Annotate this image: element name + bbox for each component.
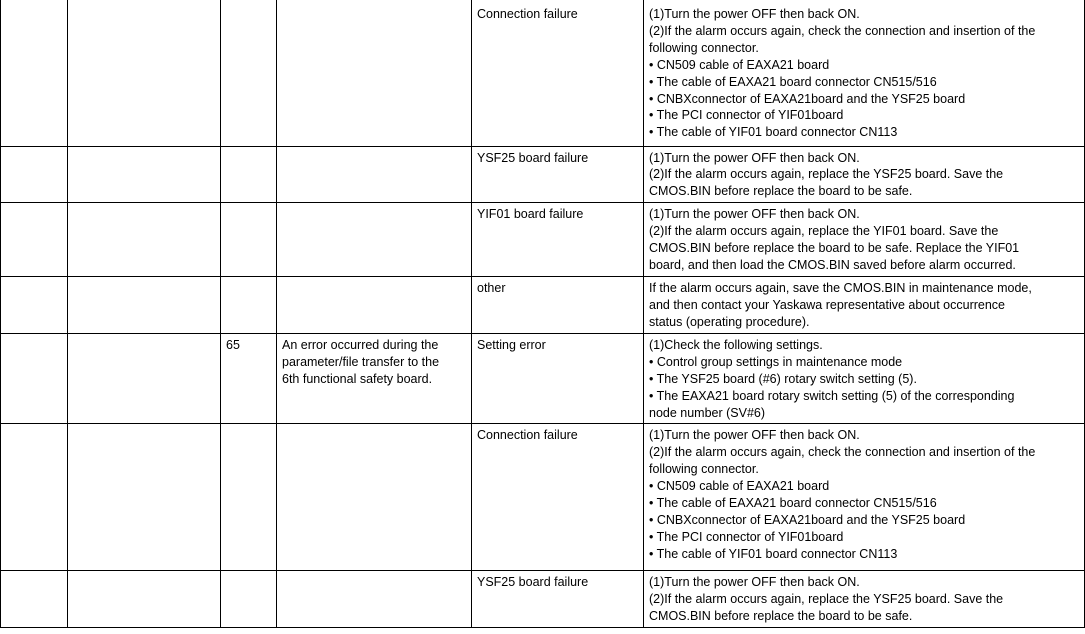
remedy-line: (2)If the alarm occurs again, check the connection and insertion of the [649,445,1036,460]
alarm-number-cell [1,424,68,571]
remedy-cell [644,571,1085,628]
sub-code-cell: 65 [221,333,277,424]
remedy-line: • The cable of EAXA21 board connector CN515/516 [649,74,937,89]
remedy-line: (1)Turn the power OFF then back ON. [649,575,860,590]
cause-cell: other [472,277,644,334]
remedy-line: If the alarm occurs again, save the CMOS.BIN in maintenance mode, [649,281,1032,296]
description-line: parameter/file transfer to the [282,354,440,369]
table-row [1,571,1085,628]
remedy-line: (1)Turn the power OFF then back ON. [649,428,860,443]
table-row [1,424,1085,571]
remedy-cell [644,146,1085,203]
cause-cell: Connection failure [472,424,644,571]
description-cell [277,571,472,628]
sub-code-cell [221,571,277,628]
remedy-line: • CNBXconnector of EAXA21board and the YSF25 board [649,91,966,106]
remedy-line: • The PCI connector of YIF01board [649,108,844,123]
remedy-line: (1)Turn the power OFF then back ON. [649,207,860,222]
description-line: An error occurred during the [282,337,439,352]
remedy-line: • The cable of YIF01 board connector CN113 [649,125,898,140]
sub-code-cell [221,146,277,203]
description-cell [277,277,472,334]
cause-cell: YSF25 board failure [472,571,644,628]
remedy-line: • The cable of EAXA21 board connector CN515/516 [649,496,937,511]
alarm-name-cell [68,203,221,277]
remedy-line: • Control group settings in maintenance mode [649,354,903,369]
cause-cell: Connection failure [472,0,644,146]
cause-cell: Setting error [472,333,644,424]
remedy-line: • CN509 cable of EAXA21 board [649,57,830,72]
table-row [1,277,1085,334]
description-cell [277,203,472,277]
remedy-line: • CN509 cable of EAXA21 board [649,479,830,494]
remedy-line: (1)Check the following settings. [649,337,823,352]
description-cell [277,424,472,571]
table-row [1,146,1085,203]
description-cell [277,0,472,146]
alarm-number-cell [1,333,68,424]
alarm-number-cell [1,146,68,203]
remedy-line: • The EAXA21 board rotary switch setting (5) of the corresponding [649,388,1015,403]
alarm-number-cell [1,571,68,628]
description-cell [277,333,472,424]
remedy-line: • The YSF25 board (#6) rotary switch setting (5). [649,371,917,386]
table-row [1,0,1085,146]
description-line: 6th functional safety board. [282,371,433,386]
remedy-line: node number (SV#6) [649,405,766,420]
remedy-cell [644,277,1085,334]
remedy-line: status (operating procedure). [649,315,810,330]
remedy-line: (2)If the alarm occurs again, check the connection and insertion of the [649,23,1036,38]
sub-code-cell [221,203,277,277]
remedy-cell [644,333,1085,424]
remedy-line: • The cable of YIF01 board connector CN113 [649,546,898,561]
remedy-line: (2)If the alarm occurs again, replace the YSF25 board. Save the [649,592,1004,607]
alarm-number-cell [1,203,68,277]
remedy-line: and then contact your Yaskawa representative about occurrence [649,298,1006,313]
remedy-line: following connector. [649,462,759,477]
alarm-number-cell [1,0,68,146]
cause-cell: YIF01 board failure [472,203,644,277]
remedy-line: board, and then load the CMOS.BIN saved before alarm occurred. [649,257,1016,272]
remedy-line: • The PCI connector of YIF01board [649,529,844,544]
remedy-cell [644,203,1085,277]
remedy-line: • CNBXconnector of EAXA21board and the YSF25 board [649,513,966,527]
alarm-number-cell [1,277,68,334]
sub-code-cell [221,0,277,146]
remedy-cell [644,0,1085,146]
remedy-line: (2)If the alarm occurs again, replace the YSF25 board. Save the [649,167,1004,182]
alarm-name-cell [68,146,221,203]
sub-code-cell [221,277,277,334]
remedy-line: CMOS.BIN before replace the board to be safe. Replace the YIF01 [649,241,1020,256]
remedy-cell [644,424,1085,571]
remedy-line: CMOS.BIN before replace the board to be safe. [649,184,913,199]
table-row [1,333,1085,424]
remedy-line: (2)If the alarm occurs again, replace the YIF01 board. Save the [649,224,999,239]
remedy-line: (1)Turn the power OFF then back ON. [649,7,860,21]
remedy-line: CMOS.BIN before replace the board to be safe. [649,609,913,624]
alarm-name-cell [68,333,221,424]
remedy-line: (1)Turn the power OFF then back ON. [649,150,860,165]
table-row [1,203,1085,277]
alarm-name-cell [68,424,221,571]
remedy-line: following connector. [649,40,759,55]
cause-cell: YSF25 board failure [472,146,644,203]
alarm-name-cell [68,0,221,146]
alarm-name-cell [68,571,221,628]
sub-code-cell [221,424,277,571]
description-cell [277,146,472,203]
alarm-name-cell [68,277,221,334]
